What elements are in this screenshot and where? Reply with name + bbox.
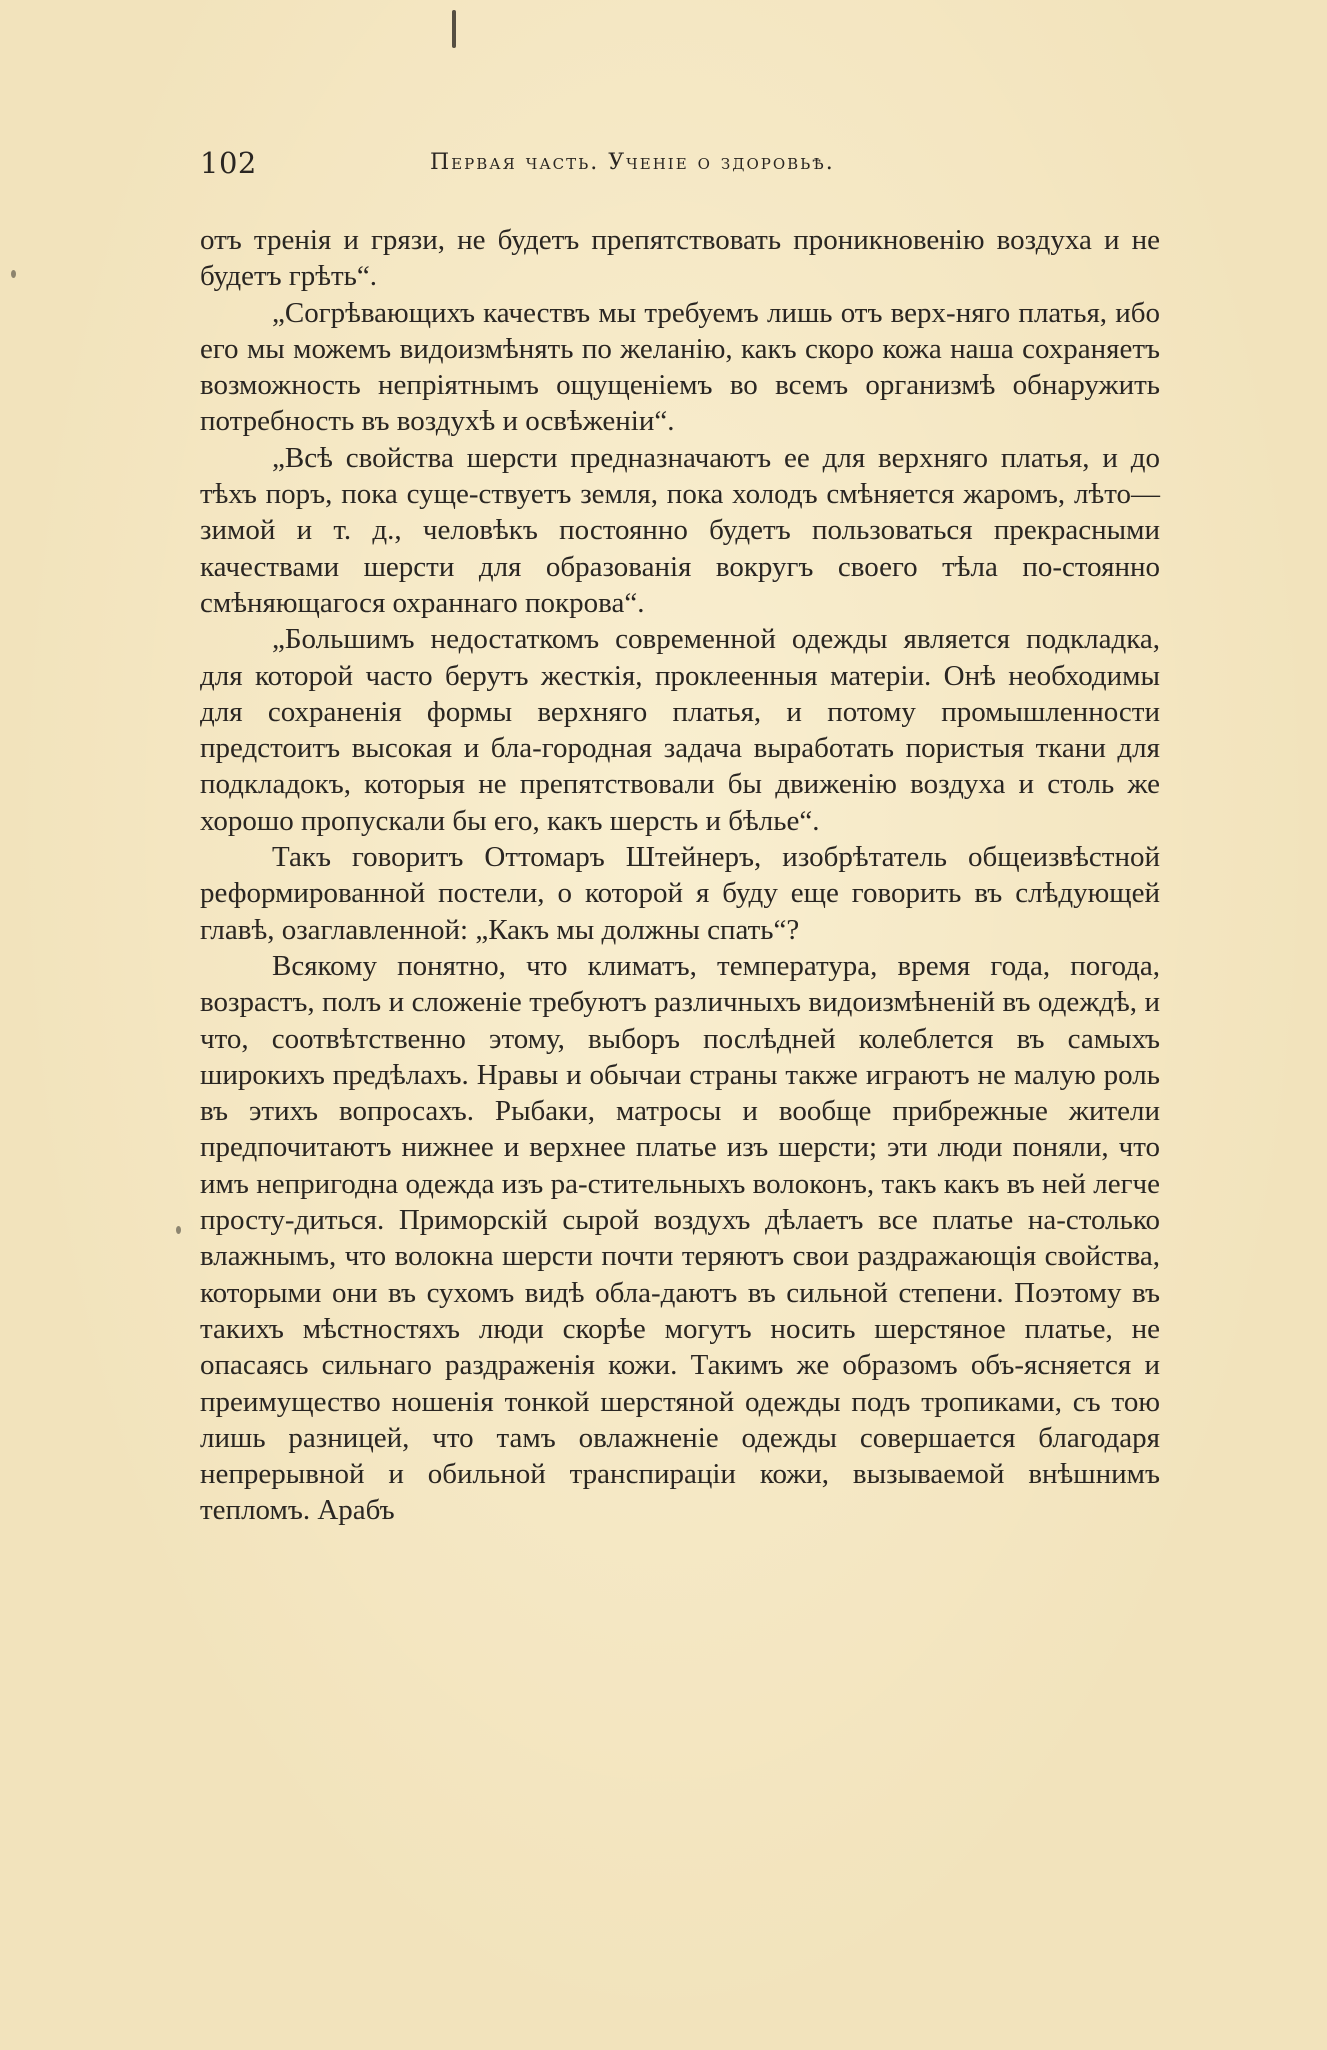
paragraph: Всякому понятно, что климатъ, температура, время года, погода, возрастъ, полъ и сложеніе требуютъ различныхъ видоизмѣненій въ одеждѣ, и что, соотвѣтственно этому, выборъ послѣдней колеблется въ самыхъ широкихъ предѣлахъ. Нравы и обычаи страны также играютъ не малую роль въ этихъ вопросахъ. Рыбаки, матросы и вообще прибрежные жители предпочитаютъ нижнее и верхнее платье изъ шерсти; эти люди поняли, что имъ непригодна одежда изъ ра-стительныхъ волоконъ, такъ какъ въ ней легче просту-диться. Приморскій сырой воздухъ дѣлаетъ все платье на-столько влажнымъ, что волокна шерсти почти теряютъ свои раздражающія свойства, которыми они въ сухомъ видѣ обла-даютъ въ сильной степени. Поэтому въ такихъ мѣстностяхъ люди скорѣе могутъ носить шерстяное платье, не опасаясь сильнаго раздраженія кожи. Такимъ же образомъ объ-ясняется и преимущество ношенія тонкой шерстяной одежды подъ тропиками, съ тою лишь разницей, что тамъ овлажненіе одежды совершается благодаря непрерывной и обильной транспираціи кожи, вызываемой внѣшнимъ тепломъ. Арабъ: [200, 949, 1160, 1527]
paragraph: „Всѣ свойства шерсти предназначаютъ ее для верхняго платья, и до тѣхъ поръ, пока суще-ствуетъ земля, пока холодъ смѣняется жаромъ, лѣто—зимой и т. д., человѣкъ постоянно будетъ пользоваться прекрасными качествами шерсти для образованія вокругъ своего тѣла по-стоянно смѣняющагося охраннаго покрова“.: [200, 441, 1160, 619]
ink-mark: [452, 10, 456, 48]
ink-speck: [11, 270, 16, 278]
paragraph: отъ тренія и грязи, не будетъ препятствовать проникновенію воздуха и не будетъ грѣть“.: [200, 224, 1160, 293]
paragraph: „Согрѣвающихъ качествъ мы требуемъ лишь отъ верх-няго платья, ибо его мы можемъ видоизмѣнять по желанію, какъ скоро кожа наша сохраняетъ возможность непріятнымъ ощущеніемъ во всемъ организмѣ обнаружить потребность въ воздухѣ и освѣженіи“.: [200, 296, 1160, 438]
paragraph: Такъ говоритъ Оттомаръ Штейнеръ, изобрѣтатель общеизвѣстной реформированной постели, о которой я буду еще говорить въ слѣдующей главѣ, озаглавленной: „Какъ мы должны спать“?: [200, 841, 1160, 946]
body-text: [200, 222, 1160, 1529]
paragraph: „Большимъ недостаткомъ современной одежды является подкладка, для которой часто берутъ жесткія, проклеенныя матеріи. Онѣ необходимы для сохраненія формы верхняго платья, и потому промышленности предстоитъ высокая и бла-городная задача выработать пористыя ткани для подкладокъ, которыя не препятствовали бы движенію воздуха и столь же хорошо пропускали бы его, какъ шерсть и бѣлье“.: [200, 623, 1160, 837]
running-head: Первая часть. Ученіе о здоровьѣ.: [430, 150, 835, 175]
page-header: [200, 146, 1160, 186]
page-number: 102: [200, 146, 257, 180]
ink-speck: [176, 1226, 181, 1234]
